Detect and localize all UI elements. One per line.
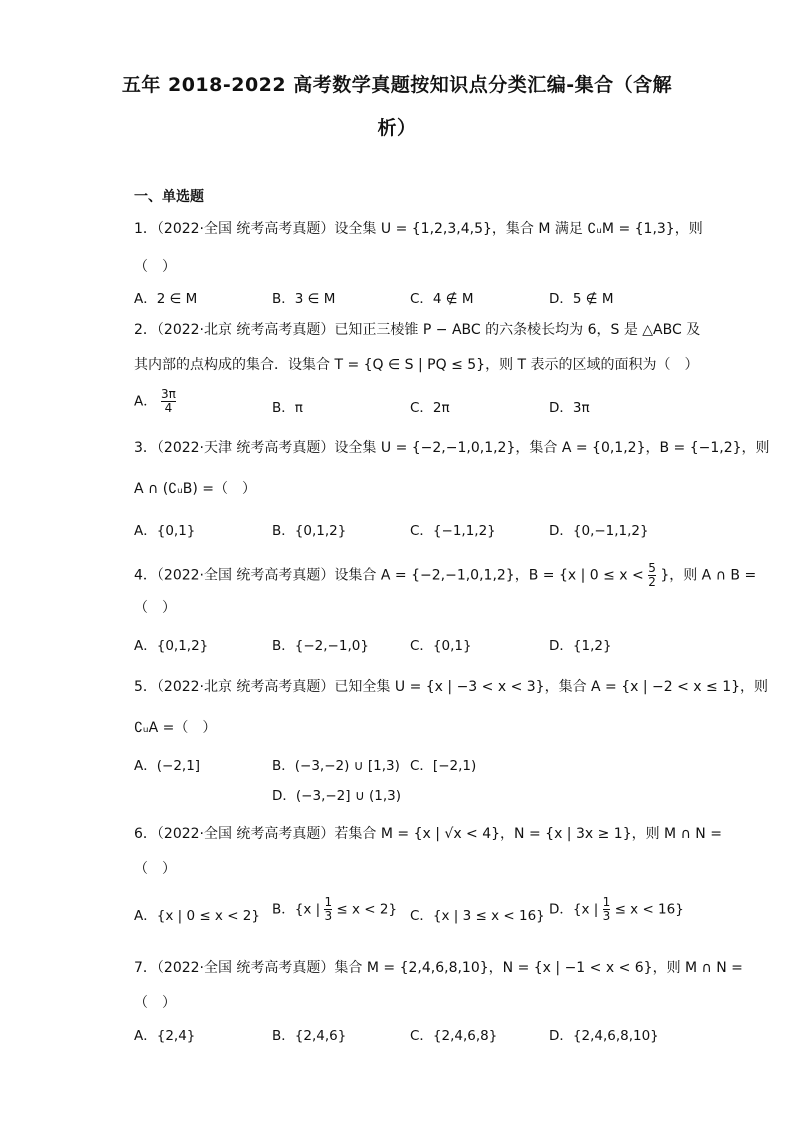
- question-3-option-d: D．{0,−1,1,2}: [549, 523, 649, 539]
- question-5-stem: 5．（2022·北京 统考高考真题）已知全集 U = {x | −3 < x < 3}，集合 A = {x | −2 < x ≤ 1}，则: [134, 679, 769, 695]
- question-5-option-d: D．(−3,−2] ∪ (1,3): [272, 788, 401, 804]
- fraction: $\frac{1}{3}$: [602, 895, 611, 923]
- question-3-stem: 3．（2022·天津 统考高考真题）设全集 U = {−2,−1,0,1,2}，集合 A = {0,1,2}，B = {−1,2}，则: [134, 440, 770, 456]
- question-4-bracket: （ ）: [134, 600, 176, 616]
- question-3-option-c: C．{−1,1,2}: [410, 523, 496, 539]
- question-3-option-a: A．{0,1}: [134, 523, 196, 539]
- question-4-option-a: A．{0,1,2}: [134, 638, 209, 654]
- question-2-option-d: D．3π: [549, 400, 590, 416]
- question-1-option-a: A．2 ∈ M: [134, 291, 198, 307]
- question-6-option-c: C．{x | 3 ≤ x < 16}: [410, 908, 545, 924]
- question-1-option-c: C．4 ∉ M: [410, 291, 474, 307]
- question-7-option-a: A．{2,4}: [134, 1028, 196, 1044]
- question-6-option-b: B．{x | $\frac{1}{3}$ ≤ x < 2}: [272, 895, 398, 923]
- question-3-option-b: B．{0,1,2}: [272, 523, 347, 539]
- question-2-stem: 2．（2022·北京 统考高考真题）已知正三棱锥 P − ABC 的六条棱长均为 6，S 是 △ABC 及: [134, 322, 701, 338]
- question-1-option-d: D．5 ∉ M: [549, 291, 614, 307]
- question-2-stem-continued: 其内部的点构成的集合．设集合 T = {Q ∈ S | PQ ≤ 5}，则 T 表示的区域的面积为（ ）: [134, 357, 699, 373]
- question-2-option-c: C．2π: [410, 400, 450, 416]
- fraction: $\frac{5}{2}$: [648, 561, 656, 589]
- question-1-stem: 1．（2022·全国 统考高考真题）设全集 U = {1,2,3,4,5}，集合 M 满足 ∁ᵤM = {1,3}，则: [134, 221, 703, 237]
- question-7-option-c: C．{2,4,6,8}: [410, 1028, 498, 1044]
- question-6-stem: 6．（2022·全国 统考高考真题）若集合 M = {x | √x < 4}，N = {x | 3x ≥ 1}，则 M ∩ N =: [134, 826, 722, 842]
- document-title-continued: 析）: [377, 117, 417, 139]
- question-7-option-d: D．{2,4,6,8,10}: [549, 1028, 659, 1044]
- section-heading: 一、单选题: [134, 189, 204, 205]
- question-4-option-d: D．{1,2}: [549, 638, 612, 654]
- document-title: 五年 2018-2022 高考数学真题按知识点分类汇编-集合（含解: [121, 74, 673, 96]
- question-4-option-c: C．{0,1}: [410, 638, 472, 654]
- question-7-stem: 7．（2022·全国 统考高考真题）集合 M = {2,4,6,8,10}，N = {x | −1 < x < 6}，则 M ∩ N =: [134, 960, 743, 976]
- question-6-option-d: D．{x | $\frac{1}{3}$ ≤ x < 16}: [549, 895, 684, 923]
- question-6-bracket: （ ）: [134, 861, 176, 877]
- question-7-bracket: （ ）: [134, 995, 176, 1011]
- question-1-option-b: B．3 ∈ M: [272, 291, 336, 307]
- question-1-bracket: （ ）: [134, 259, 176, 275]
- question-5-option-a: A．(−2,1]: [134, 758, 201, 774]
- question-2-option-b: B．π: [272, 400, 303, 416]
- question-5-stem-continued: ∁ᵤA =（ ）: [134, 720, 217, 736]
- question-5-option-c: C．[−2,1): [410, 758, 477, 774]
- question-7-option-b: B．{2,4,6}: [272, 1028, 347, 1044]
- fraction: $\frac{1}{3}$: [324, 895, 333, 923]
- question-5-option-b: B．(−3,−2) ∪ [1,3): [272, 758, 400, 774]
- question-2-option-a: A． $\frac{3\pi}{4}$: [134, 387, 176, 415]
- question-6-option-a: A．{x | 0 ≤ x < 2}: [134, 908, 260, 924]
- question-4-option-b: B．{−2,−1,0}: [272, 638, 369, 654]
- fraction: $\frac{3\pi}{4}$: [161, 387, 176, 415]
- question-3-stem-continued: A ∩ (∁ᵤB) =（ ）: [134, 481, 257, 497]
- question-4-stem: 4．（2022·全国 统考高考真题）设集合 A = {−2,−1,0,1,2}，B = {x | 0 ≤ x < $\frac{5}{2}$ }，则 A ∩ B =: [134, 561, 757, 589]
